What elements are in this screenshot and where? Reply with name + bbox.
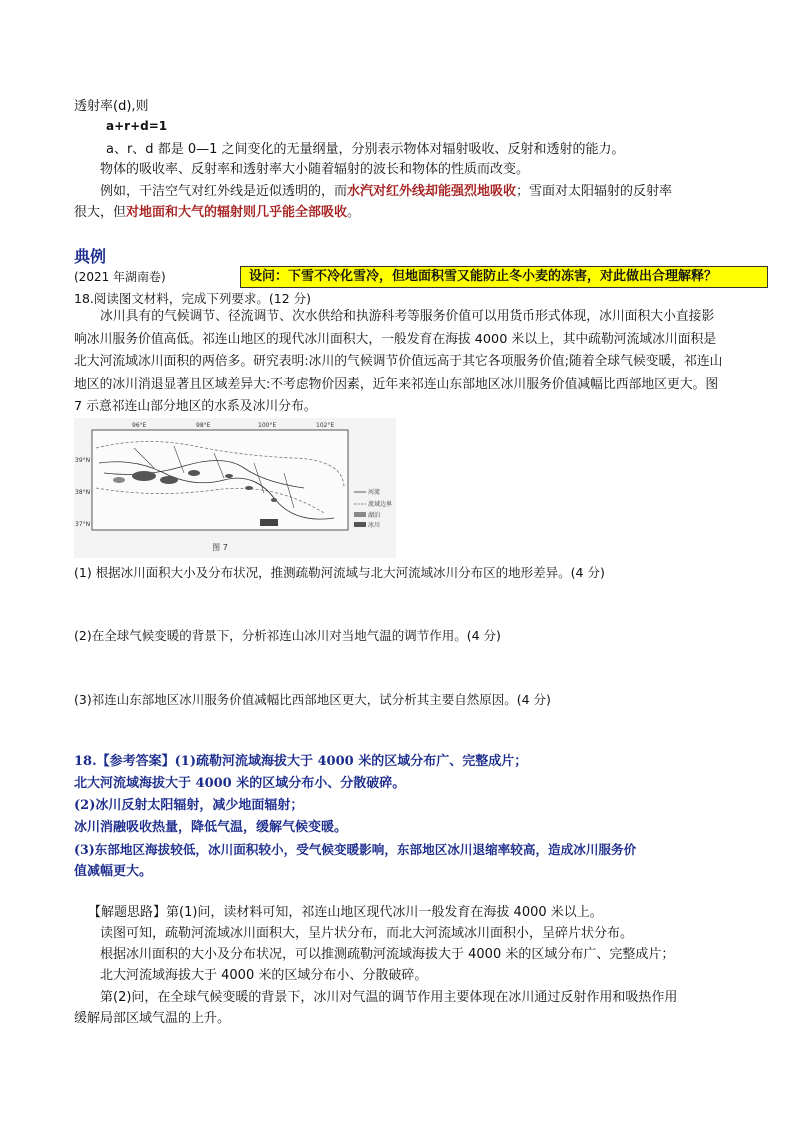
- callout-box: 设问：下雪不冷化雪冷，但地面积雪又能防止冬小麦的冻害，对此做出合理解释？: [240, 266, 768, 288]
- glacier-5: [245, 486, 253, 490]
- lon-label-100: 100°E: [258, 422, 277, 429]
- intro-line-4: [100, 181, 672, 203]
- map-svg: [74, 418, 396, 558]
- lake-2: [260, 519, 278, 526]
- legend-glacier: 冰川: [368, 522, 381, 529]
- answer-line-6: 值减幅更大。: [74, 864, 153, 879]
- lon-label-102: 102°E: [316, 422, 335, 429]
- analysis-line-5: 第(2)问，在全球气候变暖的背景下，冰川对气温的调节作用主要体现在冰川通过反射作用和吸热作用: [100, 990, 678, 1005]
- answer-line-2: 北大河流域海拔大于 4000 米的区域分布小、分散破碎。: [74, 776, 406, 791]
- analysis-line-4: 北大河流域海拔大于 4000 米的区域分布小、分散破碎。: [100, 968, 428, 983]
- glacier-3: [188, 470, 200, 476]
- intro-line-4-red: 水汽对红外线却能强烈地吸收: [347, 184, 517, 199]
- lat-label-38: 38°N: [75, 489, 91, 496]
- glacier-1: [132, 471, 156, 481]
- question-3: (3)祁连山东部地区冰川服务价值减幅比西部地区更大，试分析其主要自然原因。(4 分): [74, 692, 551, 707]
- analysis-line-1: 【解题思路】第(1)问，读材料可知，祁连山地区现代冰川一般发育在海拔 4000 米以上。: [88, 905, 603, 920]
- example-heading: 典例: [74, 247, 107, 266]
- analysis-line-6: 缓解局部区域气温的上升。: [74, 1011, 231, 1026]
- intro-line-4-b: ；雪面对太阳辐射的反射率: [516, 184, 673, 199]
- answer-line-1: 18.【参考答案】(1)疏勒河流域海拔大于 4000 米的区域分布广、完整成片；: [74, 754, 528, 769]
- legend-lake-mark: [354, 512, 366, 517]
- formula: a+r+d=1: [106, 119, 168, 133]
- legend-lake: 湖泊: [368, 512, 381, 519]
- intro-line-3: 物体的吸收率、反射率和透射率大小随着辐射的波长和物体的性质而改变。: [100, 162, 530, 177]
- example-source: (2021 年湖南卷): [74, 270, 166, 284]
- glacier-2: [160, 476, 178, 484]
- intro-line-1: 透射率(d),则: [74, 99, 149, 114]
- analysis-line-2: 读图可知，疏勒河流域冰川面积大，呈片状分布，而北大河流域冰川面积小，呈碎片状分布。: [100, 926, 634, 941]
- legend-boundary: 流域边界: [368, 501, 393, 508]
- legend-river: 河流: [368, 489, 381, 496]
- map-figure: [74, 418, 396, 558]
- material-paragraph: 冰川具有的气候调节、径流调节、次水供给和执游科考等服务价值可以用货币形式体现，冰川面积大小直接影响冰川服务价值高低。祁连山地区的现代冰川面积大，一般发育在海拔 4000 米以上，其中疏勒河流域冰川面积是北大河流域冰川面积的两倍多。研究表明:冰川的气候调节价值远高于其它各项服务价值;随着全球气候变暖，祁连山地区的冰川消退显著且区域差异大:不考虑物价因素，近年来祁连山东部地区冰川服务价值减幅比西部地区更大。图 7 示意祁连山部分地区的水系及冰川分布。: [74, 309, 723, 414]
- lon-label-98: 98°E: [196, 422, 211, 429]
- intro-line-5-a: 很大，但: [74, 205, 127, 220]
- lake-1: [113, 477, 125, 483]
- glacier-4: [225, 474, 233, 478]
- answer-line-3: (2)冰川反射太阳辐射，减少地面辐射；: [74, 798, 304, 813]
- answer-line-5: (3)东部地区海拔较低，冰川面积较小，受气候变暖影响，东部地区冰川退缩率较高，造成冰川服务价: [74, 842, 637, 857]
- question-2: (2)在全球气候变暖的背景下，分析祁连山冰川对当地气温的调节作用。(4 分): [74, 628, 501, 643]
- analysis-line-3: 根据冰川面积的大小及分布状况，可以推测疏勒河流域海拔大于 4000 米的区域分布广、完整成片；: [100, 947, 675, 962]
- lon-label-96: 96°E: [132, 422, 147, 429]
- question-title: 18.阅读图文材料，完成下列要求。(12 分): [74, 291, 312, 306]
- lat-label-37: 37°N: [75, 521, 91, 528]
- figure-caption: 图 7: [212, 543, 228, 552]
- intro-line-5-b: 。: [347, 205, 361, 220]
- glacier-6: [271, 498, 277, 502]
- intro-line-4-a: 例如，干洁空气对红外线是近似透明的，而: [100, 184, 348, 199]
- legend-glacier-mark: [354, 522, 366, 527]
- question-1: (1) 根据冰川面积大小及分布状况，推测疏勒河流域与北大河流域冰川分布区的地形差异。(4 分): [74, 565, 605, 580]
- intro-line-5-red: 对地面和大气的辐射则几乎能全部吸收: [126, 205, 348, 220]
- intro-line-5: [74, 202, 360, 224]
- lat-label-39: 39°N: [75, 457, 91, 464]
- answer-line-4: 冰川消融吸收热量，降低气温，缓解气候变暖。: [74, 820, 348, 835]
- intro-line-2: a、r、d 都是 0—1 之间变化的无量纲量，分别表示物体对辐射吸收、反射和透射的能力。: [106, 142, 625, 157]
